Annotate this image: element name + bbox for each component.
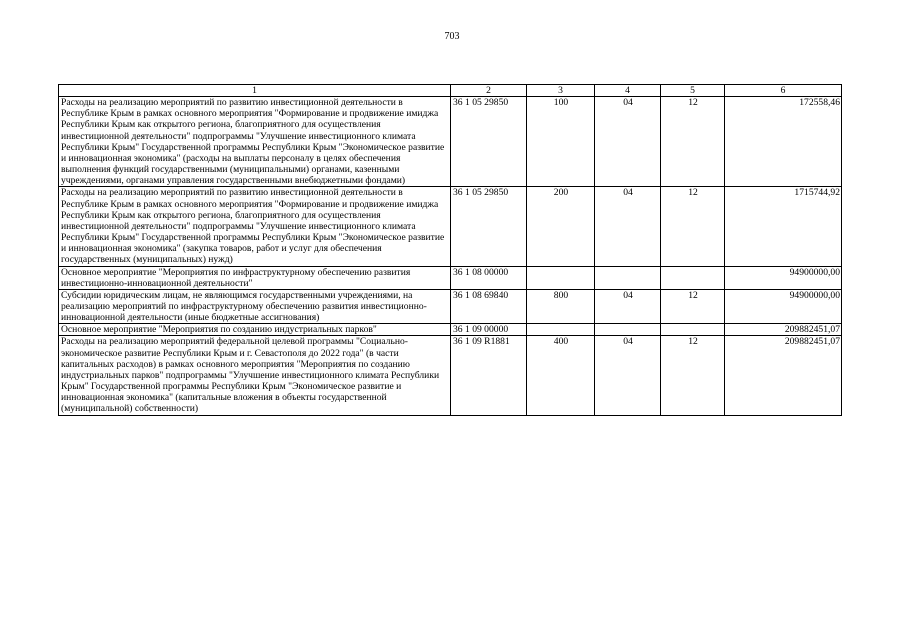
row-expense-type [527, 266, 595, 289]
row-target-code: 36 1 09 R1881 [451, 336, 527, 415]
table-header-row [59, 85, 842, 97]
row-target-code: 36 1 05 29850 [451, 97, 527, 187]
column-header: 3 [527, 85, 595, 97]
row-description: Расходы на реализацию мероприятий по развитию инвестиционной деятельности в Республике Крым в рамках основного мероприятия "Формирование и продвижение имиджа Республики Крым как открытого региона, благоприятного для осуществления инвестиционной деятельности" подпрограммы "Улучшение инвестиционного климата Республики Крым" Государственной программы Республики Крым "Экономическое развитие и инновационная экономика" (расходы на выплаты персоналу в целях обеспечения выполнения функций государственными (муниципальными) органами, казенными учреждениями, органами управления государственными внебюджетными фондами) [59, 97, 451, 187]
row-amount: 209882451,07 [725, 336, 842, 415]
row-target-code: 36 1 08 69840 [451, 289, 527, 323]
column-header: 1 [59, 85, 451, 97]
row-target-code: 36 1 05 29850 [451, 187, 527, 266]
row-amount: 94900000,00 [725, 289, 842, 323]
row-description: Субсидии юридическим лицам, не являющимся государственными учреждениями, на реализацию мероприятий по инфраструктурному обеспечению развития инвестиционно-инновационной деятельности (иные бюджетные ассигнования) [59, 289, 451, 323]
row-section [595, 266, 661, 289]
row-expense-type [527, 324, 595, 336]
column-header: 6 [725, 85, 842, 97]
row-description: Расходы на реализацию мероприятий федеральной целевой программы "Социально-экономическое развитие Республики Крым и г. Севастополя до 2022 года" (в части капитальных расходов) в рамках основного мероприятия "Мероприятия по созданию индустриальных парков" подпрограммы "Улучшение инвестиционного климата Республики Крым" Государственной программы Республики Крым "Экономическое развитие и инновационная экономика" (капитальные вложения в объекты государственной (муниципальной) собственности) [59, 336, 451, 415]
column-header: 4 [595, 85, 661, 97]
row-expense-type: 200 [527, 187, 595, 266]
row-description: Расходы на реализацию мероприятий по развитию инвестиционной деятельности в Республике Крым в рамках основного мероприятия "Формирование и продвижение имиджа Республики Крым как открытого региона, благоприятного для осуществления инвестиционной деятельности" подпрограммы "Улучшение инвестиционного климата Республики Крым" Государственной программы Республики Крым "Экономическое развитие и инновационная экономика" (закупка товаров, работ и услуг для обеспечения государственных (муниципальных) нужд) [59, 187, 451, 266]
row-subsection [661, 324, 725, 336]
column-header: 5 [661, 85, 725, 97]
row-expense-type: 100 [527, 97, 595, 187]
table-row [59, 187, 842, 266]
row-description: Основное мероприятие "Мероприятия по созданию индустриальных парков" [59, 324, 451, 336]
table-row [59, 324, 842, 336]
row-subsection: 12 [661, 187, 725, 266]
row-description: Основное мероприятие "Мероприятия по инфраструктурному обеспечению развития инвестиционно-инновационной деятельности" [59, 266, 451, 289]
row-amount: 94900000,00 [725, 266, 842, 289]
row-target-code: 36 1 09 00000 [451, 324, 527, 336]
row-section [595, 324, 661, 336]
row-expense-type: 800 [527, 289, 595, 323]
row-subsection: 12 [661, 97, 725, 187]
table-row [59, 289, 842, 323]
row-section: 04 [595, 289, 661, 323]
table-row [59, 266, 842, 289]
row-subsection [661, 266, 725, 289]
budget-table [58, 84, 842, 416]
page-number: 703 [444, 31, 460, 42]
row-subsection: 12 [661, 289, 725, 323]
row-amount: 1715744,92 [725, 187, 842, 266]
row-section: 04 [595, 187, 661, 266]
column-header: 2 [451, 85, 527, 97]
row-expense-type: 400 [527, 336, 595, 415]
row-target-code: 36 1 08 00000 [451, 266, 527, 289]
row-subsection: 12 [661, 336, 725, 415]
row-amount: 172558,46 [725, 97, 842, 187]
table-row [59, 336, 842, 415]
row-amount: 209882451,07 [725, 324, 842, 336]
table-row [59, 97, 842, 187]
row-section: 04 [595, 97, 661, 187]
row-section: 04 [595, 336, 661, 415]
